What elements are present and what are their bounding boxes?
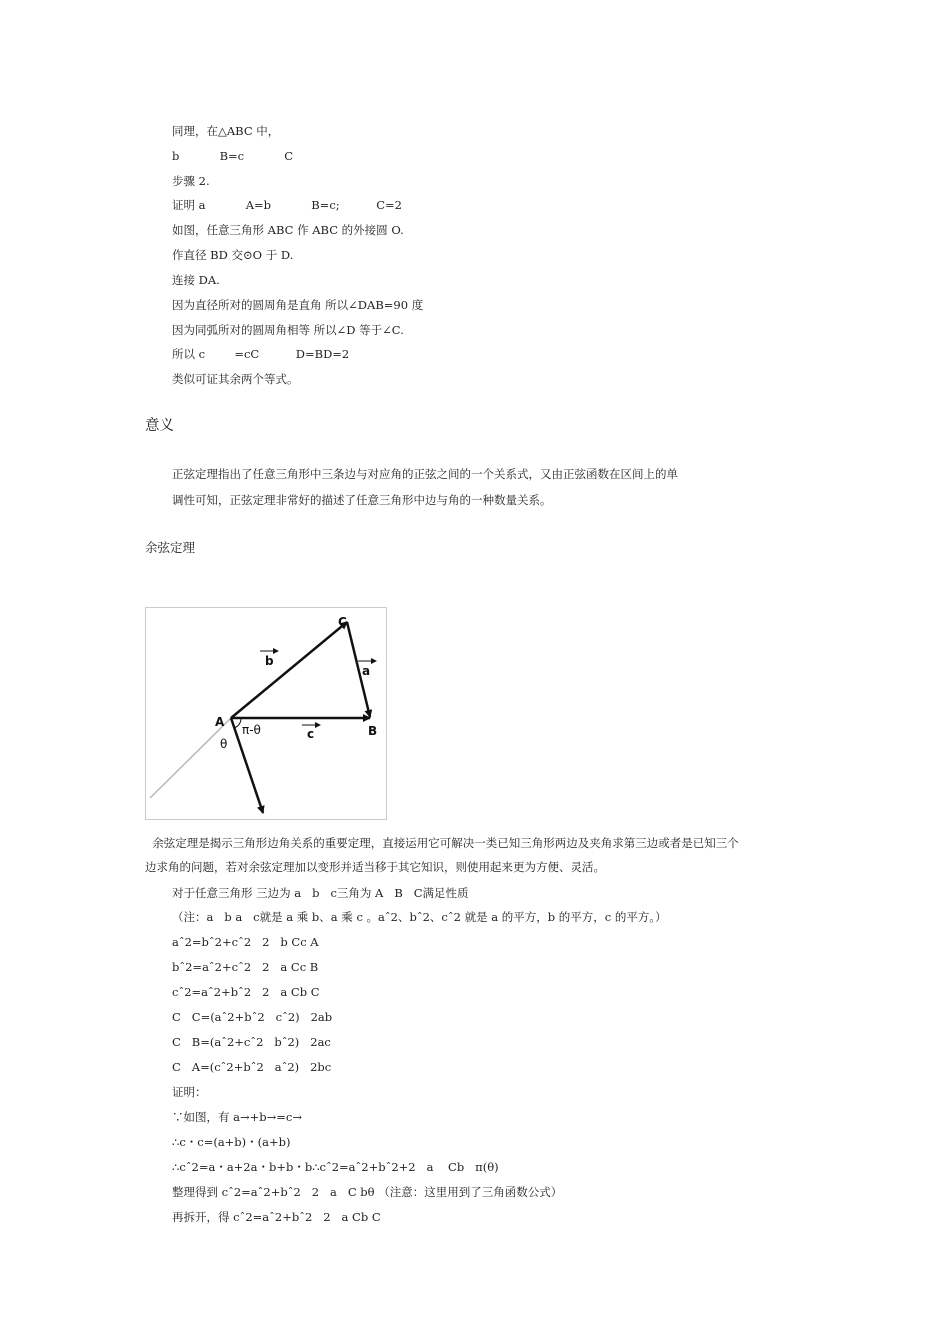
proof-line: 因为同弧所对的圆周角相等 所以∠D 等于∠C. bbox=[172, 323, 404, 337]
proof-line: 同理，在△ABC 中， bbox=[172, 124, 280, 138]
proof-heading: 证明： bbox=[172, 1085, 207, 1099]
cosine-line: （注：a b a c就是 a 乘 b、a 乘 c 。aˆ2、bˆ2、cˆ2 就是 a 的平方，b 的平方，c 的平方。） bbox=[172, 910, 667, 924]
cosine-proof-line: 整理得到 cˆ2=aˆ2+bˆ2 2 a C bθ （注意：这里用到了三角函数公式） bbox=[172, 1185, 563, 1199]
angle-pi-theta-label: π-θ bbox=[242, 723, 261, 737]
vec-c-label: c bbox=[307, 727, 315, 741]
proof-line: 连接 DA. bbox=[172, 273, 220, 287]
cosine-proof-line: ∴c・c=(a+b)・(a+b) bbox=[172, 1135, 291, 1149]
proof-line: 类似可证其余两个等式。 bbox=[172, 372, 299, 386]
proof-line: 证明 a A=b B=c; C=2 bbox=[172, 198, 402, 212]
cosine-formula: C A=(cˆ2+bˆ2 aˆ2) 2bc bbox=[172, 1060, 332, 1074]
cosine-formula: C C=(aˆ2+bˆ2 cˆ2) 2ab bbox=[172, 1010, 333, 1024]
vertex-c-label: C bbox=[338, 615, 347, 629]
meaning-paragraph-line: 调性可知，正弦定理非常好的描述了任意三角形中边与角的一种数量关系。 bbox=[172, 493, 552, 507]
cosine-formula: bˆ2=aˆ2+cˆ2 2 a Cc B bbox=[172, 960, 319, 974]
cosine-proof-line: ∴cˆ2=a・a+2a・b+b・b∴cˆ2=aˆ2+bˆ2+2 a Cb π(θ) bbox=[172, 1160, 499, 1174]
cosine-intro-line: 余弦定理是揭示三角形边角关系的重要定理，直接运用它可解决一类已知三角形两边及夹角求第三边或者是已知三个 bbox=[145, 836, 739, 850]
vector-triangle-svg bbox=[145, 607, 387, 820]
cosine-intro-line: 边求角的问题，若对余弦定理加以变形并适当移于其它知识，则使用起来更为方便、灵活。 bbox=[145, 860, 605, 874]
cosine-formula: C B=(aˆ2+cˆ2 bˆ2) 2ac bbox=[172, 1035, 331, 1049]
cosine-formula: aˆ2=bˆ2+cˆ2 2 b Cc A bbox=[172, 935, 319, 949]
proof-line: b B=c C bbox=[172, 149, 294, 163]
vector-triangle-figure bbox=[145, 607, 387, 820]
meaning-paragraph-line: 正弦定理指出了任意三角形中三条边与对应角的正弦之间的一个关系式，又由正弦函数在区间上的单 bbox=[172, 467, 678, 481]
vec-b-label: b bbox=[265, 654, 274, 668]
meaning-heading: 意义 bbox=[145, 418, 174, 434]
cosine-proof-line: ∵如图，有 a→+b→=c→ bbox=[172, 1110, 302, 1124]
proof-line: 步骤 2. bbox=[172, 174, 210, 188]
cosine-heading: 余弦定理 bbox=[145, 540, 196, 555]
proof-line: 因为直径所对的圆周角是直角 所以∠DAB=90 度 bbox=[172, 298, 424, 312]
proof-line: 作直径 BD 交⊙O 于 D. bbox=[172, 248, 294, 262]
vec-a-label: a bbox=[362, 664, 371, 678]
cosine-formula: cˆ2=aˆ2+bˆ2 2 a Cb C bbox=[172, 985, 320, 999]
vertex-a-label: A bbox=[215, 715, 225, 729]
cosine-line: 对于任意三角形 三边为 a b c三角为 A B C满足性质 bbox=[172, 886, 469, 900]
proof-line: 所以 c =cC D=BD=2 bbox=[172, 347, 350, 361]
vertex-b-label: B bbox=[368, 724, 378, 738]
proof-line: 如图，任意三角形 ABC 作 ABC 的外接圆 O. bbox=[172, 223, 404, 237]
angle-theta-label: θ bbox=[220, 737, 228, 751]
cosine-proof-line: 再拆开，得 cˆ2=aˆ2+bˆ2 2 a Cb C bbox=[172, 1210, 381, 1224]
